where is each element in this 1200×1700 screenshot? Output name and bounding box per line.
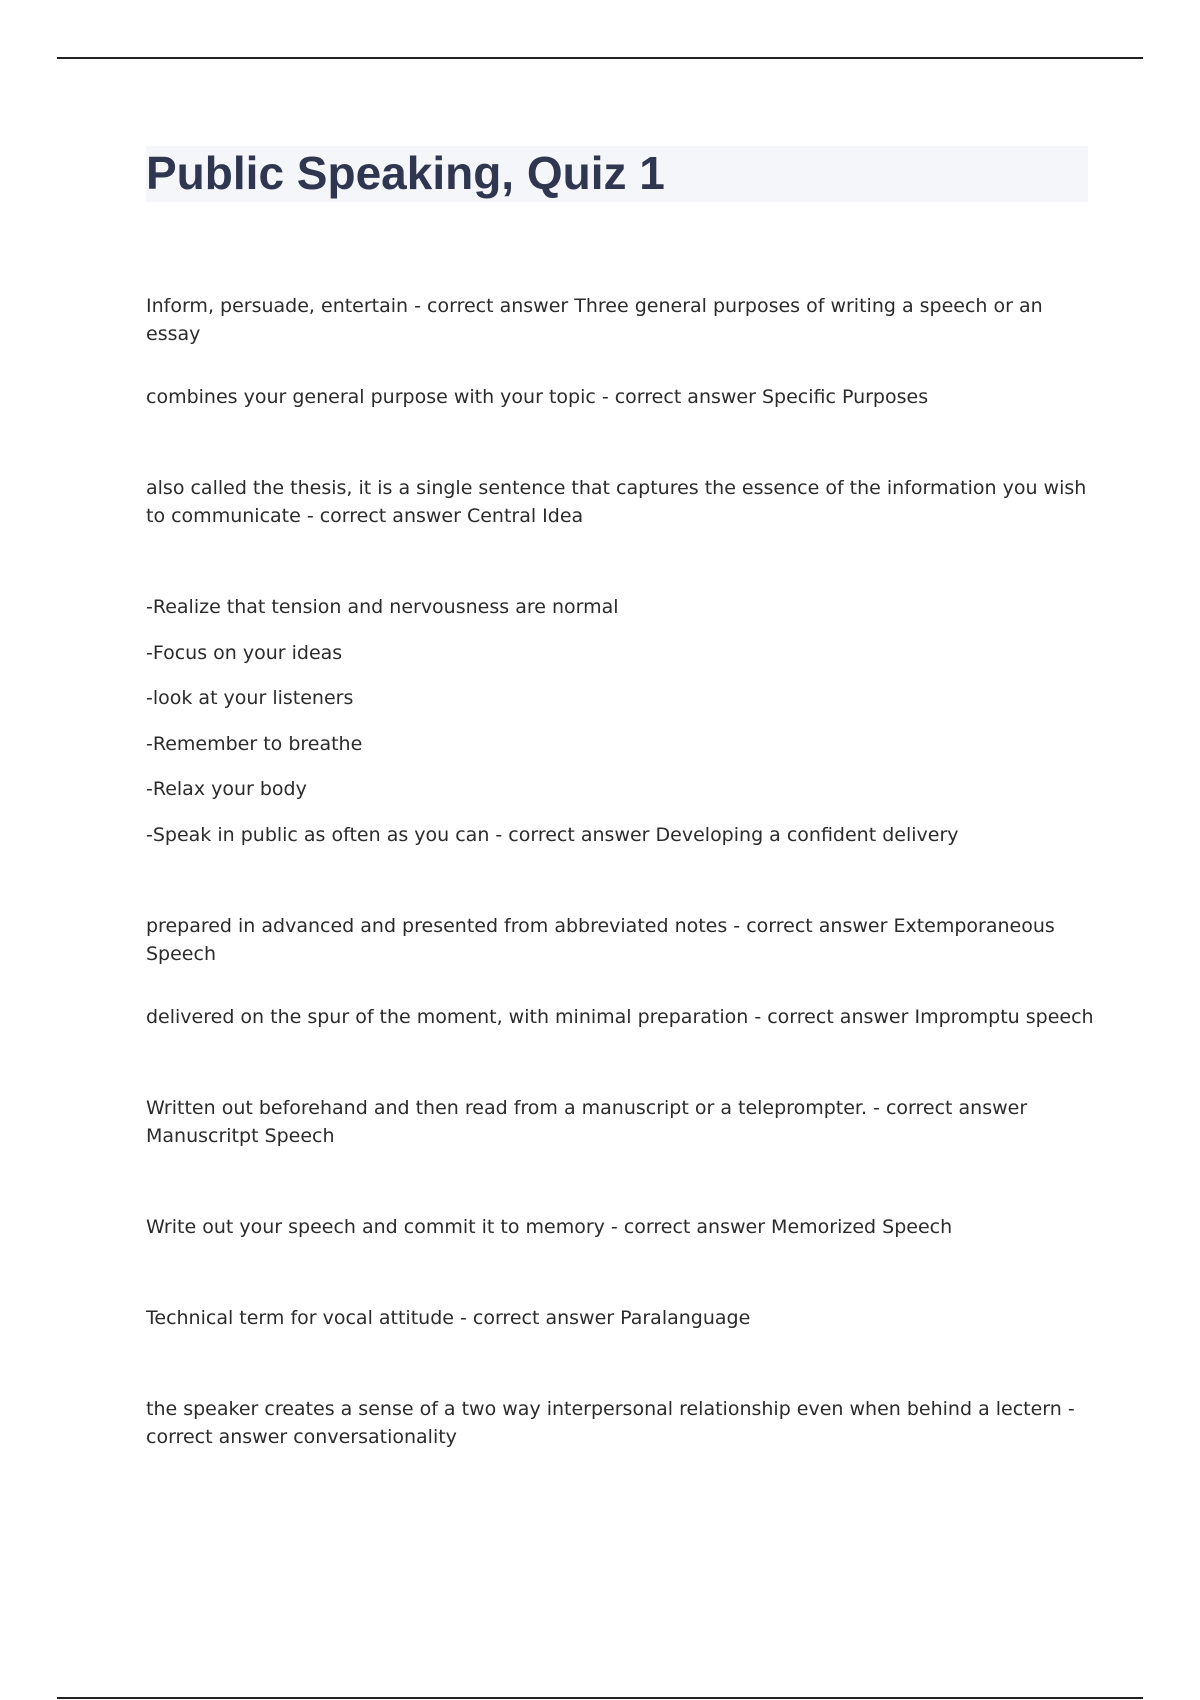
quiz-item-9: the speaker creates a sense of a two way interpersonal relationship even when behind a lectern - correct answer conversationality (146, 1398, 1075, 1448)
quiz-item-4: prepared in advanced and presented from abbreviated notes - correct answer Extemporaneous Speech (146, 915, 1055, 965)
bullet-item-2: -Focus on your ideas (146, 642, 343, 664)
quiz-item-2: combines your general purpose with your topic - correct answer Specific Purposes (146, 386, 929, 408)
bullet-item-4: -Remember to breathe (146, 733, 363, 755)
bottom-rule (57, 1697, 1143, 1699)
bullet-item-3: -look at your listeners (146, 687, 354, 709)
top-rule (57, 57, 1143, 59)
page-title: Public Speaking, Quiz 1 (146, 147, 665, 199)
bullet-item-6: -Speak in public as often as you can - correct answer Developing a confident delivery (146, 824, 959, 846)
quiz-item-5: delivered on the spur of the moment, with minimal preparation - correct answer Impromptu speech (146, 1006, 1094, 1028)
quiz-item-8: Technical term for vocal attitude - correct answer Paralanguage (146, 1307, 751, 1329)
quiz-item-1: Inform, persuade, entertain - correct answer Three general purposes of writing a speech or an essay (146, 295, 1043, 345)
quiz-item-7: Write out your speech and commit it to memory - correct answer Memorized Speech (146, 1216, 953, 1238)
bullet-item-1: -Realize that tension and nervousness are normal (146, 596, 619, 618)
quiz-item-3: also called the thesis, it is a single sentence that captures the essence of the information you wish to communicate - correct answer Central Idea (146, 477, 1087, 527)
quiz-item-6: Written out beforehand and then read from a manuscript or a teleprompter. - correct answer Manuscritpt Speech (146, 1097, 1028, 1147)
bullet-item-5: -Relax your body (146, 778, 307, 800)
